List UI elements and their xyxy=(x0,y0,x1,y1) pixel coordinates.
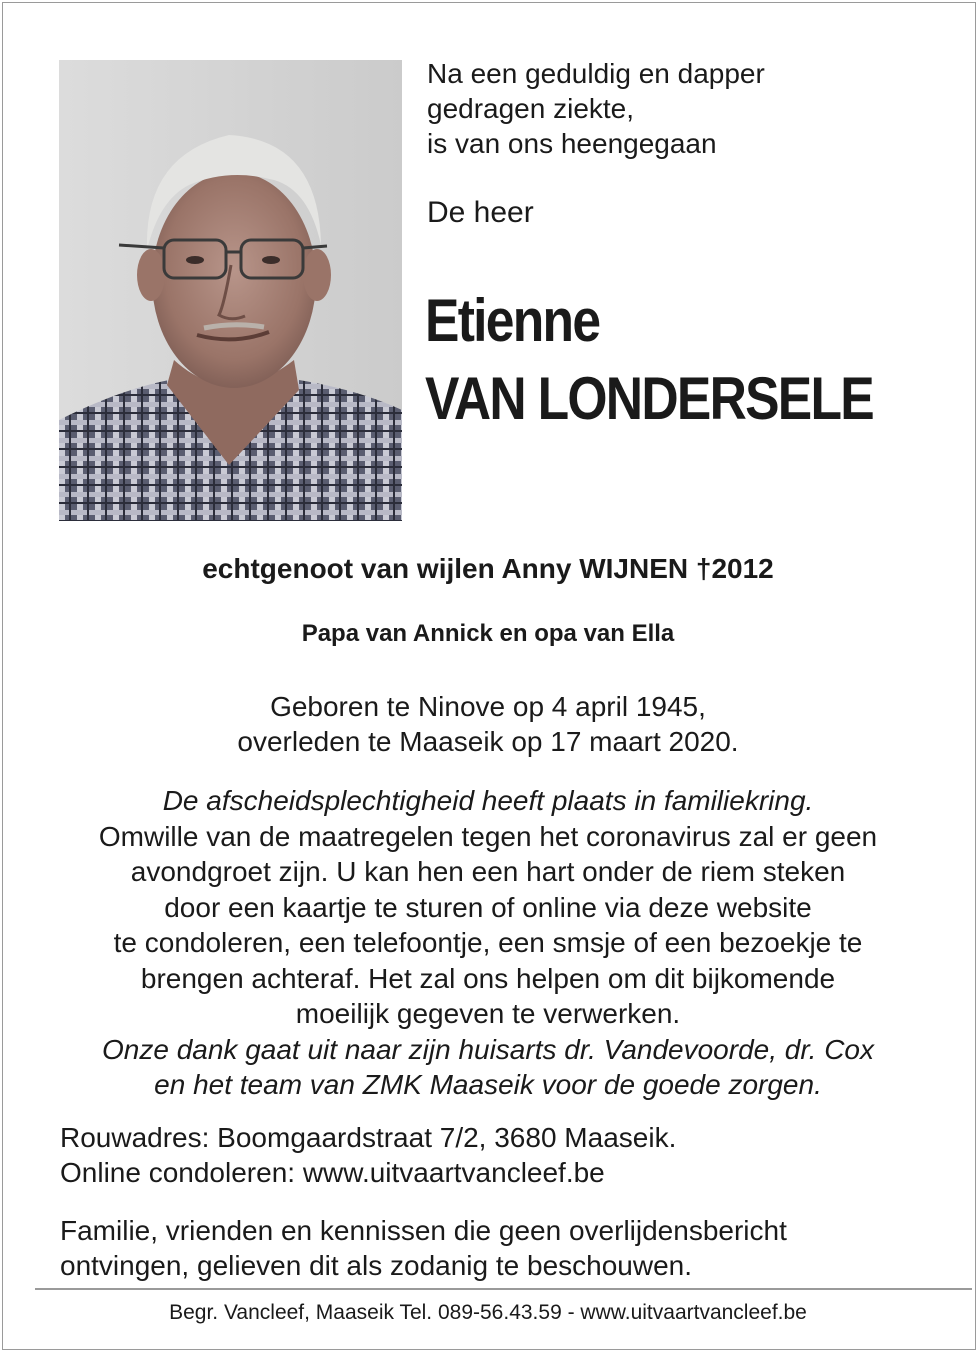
children-line: Papa van Annick en opa van Ella xyxy=(301,620,675,647)
death-line: overleden te Maaseik op 17 maart 2020. xyxy=(237,726,739,757)
corona-line: avondgroet zijn. U kan hen een hart onder de riem steken xyxy=(130,856,846,887)
closing-block xyxy=(60,1213,787,1283)
online-condolence-line: Online condoleren: www.uitvaartvancleef.be xyxy=(60,1157,605,1188)
corona-line: brengen achteraf. Het zal ons helpen om dit bijkomende xyxy=(140,962,836,994)
corona-line: door een kaartje te sturen of online via deze website xyxy=(164,891,812,923)
spouse-line: echtgenoot van wijlen Anny WIJNEN †2012 xyxy=(202,553,774,584)
dates-block xyxy=(0,689,976,759)
corona-line: te condoleren, een telefoontje, een smsje of een bezoekje te xyxy=(113,927,863,958)
address-line: Rouwadres: Boomgaardstraat 7/2, 3680 Maaseik. xyxy=(60,1122,677,1153)
contact-block xyxy=(60,1120,676,1190)
first-name: Etienne xyxy=(425,287,600,354)
intro-text xyxy=(427,56,765,161)
intro-line: Na een geduldig en dapper xyxy=(427,58,765,89)
corona-line: Omwille van de maatregelen tegen het coronavirus zal er geen xyxy=(98,820,878,852)
closing-line: ontvingen, gelieven dit als zodanig te beschouwen. xyxy=(60,1250,692,1281)
funeral-home-footer: Begr. Vancleef, Maaseik Tel. 089-56.43.59 - www.uitvaartvancleef.be xyxy=(169,1301,807,1324)
footer-divider xyxy=(35,1288,972,1290)
intro-line: gedragen ziekte, xyxy=(427,93,635,124)
portrait-photo xyxy=(59,60,402,521)
last-name: VAN LONDERSELE xyxy=(425,365,874,432)
intro-line: is van ons heengegaan xyxy=(427,128,717,159)
birth-line: Geboren te Ninove op 4 april 1945, xyxy=(270,691,706,722)
ceremony-line: De afscheidsplechtigheid heeft plaats in familiekring. xyxy=(162,785,814,816)
thanks-line: Onze dank gaat uit naar zijn huisarts dr. Vandevoorde, dr. Cox xyxy=(102,1033,874,1065)
closing-line: Familie, vrienden en kennissen die geen overlijdensbericht xyxy=(60,1215,787,1246)
corona-line: moeilijk gegeven te verwerken. xyxy=(295,998,681,1029)
notice-block xyxy=(0,783,976,1103)
thanks-line: en het team van ZMK Maaseik voor de goede zorgen. xyxy=(154,1069,822,1100)
honorific: De heer xyxy=(427,196,534,229)
deceased-name xyxy=(425,282,873,438)
